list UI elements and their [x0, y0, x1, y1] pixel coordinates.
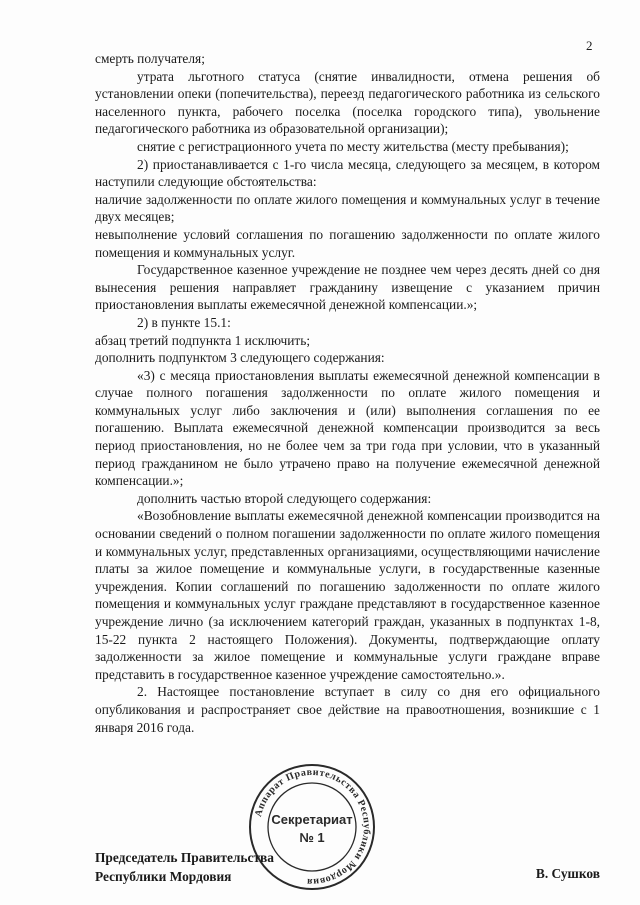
- stamp-ring-text: Аппарат Правительства Республики Мордовия: [253, 766, 373, 888]
- signatory-position-line2: Республики Мордовия: [95, 869, 232, 884]
- paragraph: «Возобновление выплаты ежемесячной денежной компенсации производится на основании сведений о полном погашении задолженности по оплате жилого помещения и коммунальных услуг, представленных организациями, осуществляющими начисление платы за жилое помещение и коммунальные услуги, в государственные казенные учреждения. Копии соглашений по погашению задолженности по оплате жилого помещения и коммунальных услуг граждане представляют в государственное казенное учреждение лично (за исключением категорий граждан, указанных в подпунктах 1-8, 15-22 пункта 2 настоящего Положения). Документы, подтверждающие оплату задолженности за жилое помещение и коммунальные услуги граждане вправе представить в государственное казенное учреждение самостоятельно.».: [95, 508, 600, 682]
- paragraph: Государственное казенное учреждение не позднее чем через десять дней со дня вынесения решения направляет гражданину извещение с указанием причин приостановления выплаты ежемесячной денежной компенсации.»;: [95, 262, 600, 313]
- document-body: [95, 50, 600, 736]
- signatory-position-line1: Председатель Правительства: [95, 850, 274, 865]
- paragraph: наличие задолженности по оплате жилого помещения и коммунальных услуг в течение двух месяцев;: [95, 191, 600, 225]
- paragraph: дополнить подпунктом 3 следующего содержания:: [95, 350, 385, 366]
- stamp-center-line1: Секретариат: [271, 812, 353, 827]
- paragraph: абзац третий подпункта 1 исключить;: [95, 332, 311, 348]
- paragraph: снятие с регистрационного учета по месту жительства (месту пребывания);: [137, 138, 569, 154]
- paragraph: невыполнение условий соглашения по погашению задолженности по оплате жилого помещения и коммунальных услуг.: [95, 226, 600, 260]
- paragraph: дополнить частью второй следующего содержания:: [137, 490, 432, 506]
- paragraph: 2) приостанавливается с 1-го числа месяца, следующего за месяцем, в котором наступили следующие обстоятельства:: [95, 156, 600, 190]
- signatory-name: В. Сушков: [535, 866, 600, 881]
- signatory-position: [95, 848, 274, 886]
- paragraph: 2) в пункте 15.1:: [137, 314, 231, 330]
- paragraph: утрата льготного статуса (снятие инвалидности, отмена решения об установлении опеки (попечительства), переезд педагогического работника из сельского населенного пункта, рабочего поселка (поселка городского типа), увольнение педагогического работника из образовательной организации);: [95, 68, 600, 137]
- paragraph: 2. Настоящее постановление вступает в силу со дня его официального опубликования и распространяет свое действие на правоотношения, возникшие с 1 января 2016 года.: [95, 684, 600, 735]
- paragraph: смерть получателя;: [95, 51, 205, 66]
- paragraph: «3) с месяца приостановления выплаты ежемесячной денежной компенсации в случае полного погашения задолженности по оплате жилого помещения и коммунальных услуг либо заключения и (или) выполнения соглашения по ее погашению. Выплата ежемесячной денежной компенсации производится за весь период приостановления, но не более чем за три года при условии, что в указанный период гражданином не было утрачено право на получение ежемесячной денежной компенсации.»;: [95, 367, 600, 489]
- stamp-center-line2: № 1: [299, 830, 325, 845]
- page-number: 2: [586, 38, 593, 53]
